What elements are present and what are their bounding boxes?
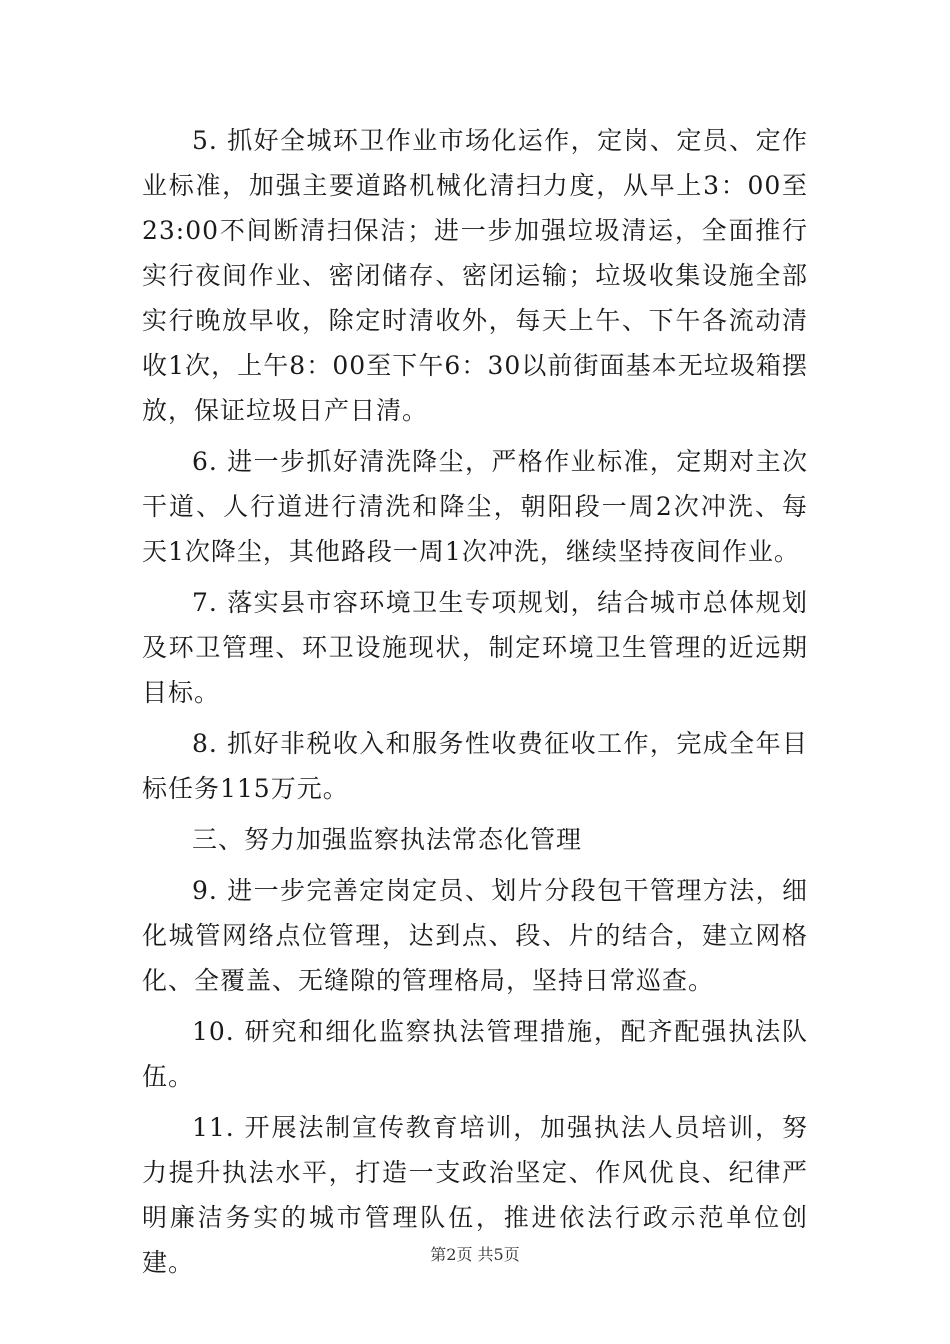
page-number-indicator: 第2页 共5页 (430, 1245, 520, 1264)
paragraph-item-10: 10. 研究和细化监察执法管理措施，配齐配强执法队伍。 (142, 1017, 808, 1091)
paragraph-item-5: 5. 抓好全城环卫作业市场化运作，定岗、定员、定作业标准，加强主要道路机械化清扫力度，从早上3：00至23:00不间断清扫保洁；进一步加强垃圾清运，全面推行实行夜间作业、密闭储存、密闭运输；垃圾收集设施全部实行晚放早收，除定时清收外，每天上午、下午各流动清收1次，上午8：00至下午6：30以前街面基本无垃圾箱摆放，保证垃圾日产日清。 (142, 126, 808, 425)
paragraph-item-7: 7. 落实县市容环境卫生专项规划，结合城市总体规划及环卫管理、环卫设施现状，制定环境卫生管理的近远期目标。 (142, 588, 808, 707)
paragraph-item-11: 11. 开展法制宣传教育培训，加强执法人员培训，努力提升执法水平，打造一支政治坚定、作风优良、纪律严明廉洁务实的城市管理队伍，推进依法行政示范单位创建。 (142, 1113, 808, 1277)
page-footer (0, 1242, 950, 1265)
document-body (142, 118, 808, 1291)
paragraph-item-8: 8. 抓好非税收入和服务性收费征收工作，完成全年目标任务115万元。 (142, 729, 808, 803)
paragraph-item-6: 6. 进一步抓好清洗降尘，严格作业标准，定期对主次干道、人行道进行清洗和降尘，朝阳段一周2次冲洗、每天1次降尘，其他路段一周1次冲洗，继续坚持夜间作业。 (142, 447, 808, 566)
paragraph-item-9: 9. 进一步完善定岗定员、划片分段包干管理方法，细化城管网络点位管理，达到点、段、片的结合，建立网格化、全覆盖、无缝隙的管理格局，坚持日常巡查。 (142, 876, 808, 995)
section-heading: 三、努力加强监察执法常态化管理 (192, 825, 583, 854)
